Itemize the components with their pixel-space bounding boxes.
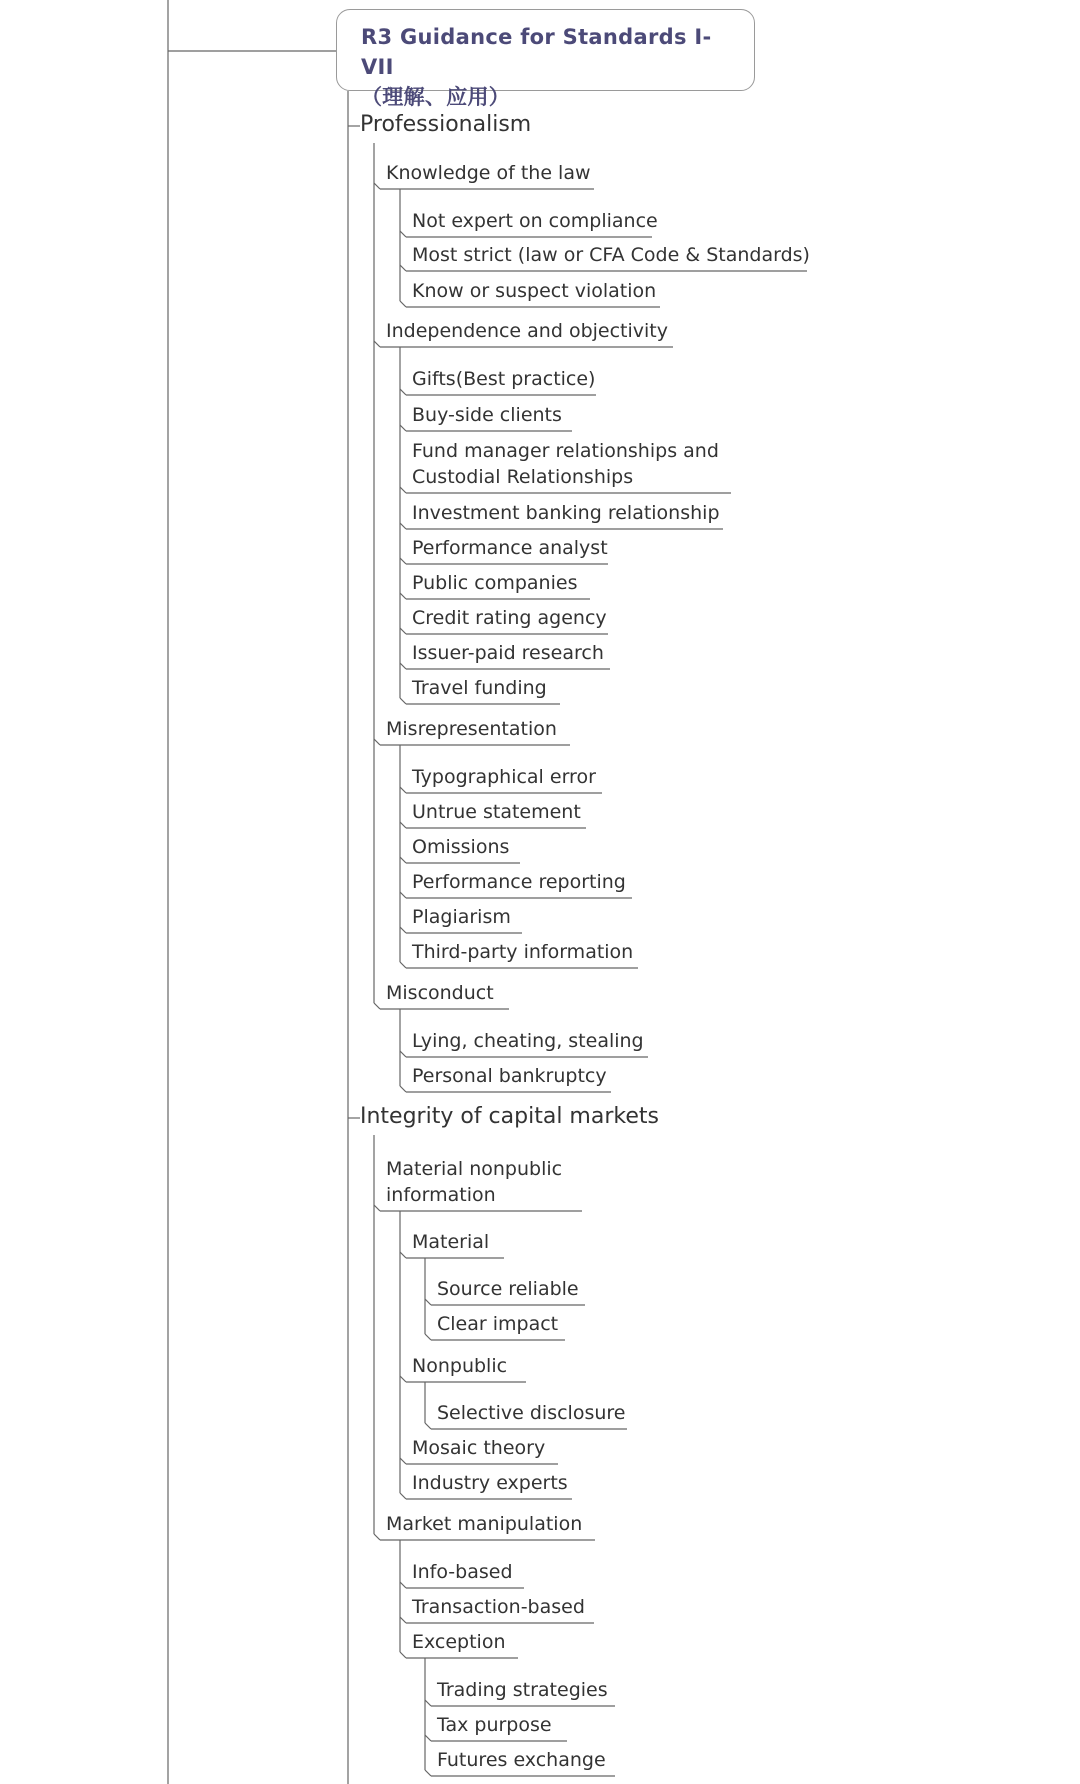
node-issuer-paid-research: Issuer-paid research: [412, 642, 604, 664]
node-industry-experts: Industry experts: [412, 1472, 568, 1494]
branch-curve: [425, 1423, 431, 1429]
branch-curve: [400, 301, 406, 307]
branch-curve: [400, 962, 406, 968]
node-untrue-statement: Untrue statement: [412, 801, 581, 823]
node-third-party-information: Third-party information: [412, 941, 634, 963]
branch-curve: [425, 1299, 431, 1305]
node-independence-and-objectivity: Independence and objectivity: [386, 320, 668, 342]
node-most-strict-law-or-cfa-code-standards: Most strict (law or CFA Code & Standards): [412, 244, 810, 266]
node-public-companies: Public companies: [412, 572, 578, 594]
branch-curve: [400, 927, 406, 933]
branch-curve: [425, 1334, 431, 1340]
node-professionalism: Professionalism: [360, 112, 532, 137]
branch-curve: [400, 628, 406, 634]
branch-curve: [400, 1458, 406, 1464]
branch-curve: [400, 558, 406, 564]
node-performance-reporting: Performance reporting: [412, 871, 626, 893]
node-misrepresentation: Misrepresentation: [386, 718, 557, 740]
branch-curve: [400, 1376, 406, 1382]
node-tax-purpose: Tax purpose: [437, 1714, 552, 1736]
branch-curve: [400, 487, 406, 493]
node-market-manipulation: Market manipulation: [386, 1513, 583, 1535]
node-credit-rating-agency: Credit rating agency: [412, 607, 607, 629]
node-info-based: Info-based: [412, 1561, 513, 1583]
node-transaction-based: Transaction-based: [412, 1596, 585, 1618]
node-knowledge-of-the-law: Knowledge of the law: [386, 162, 591, 184]
node-source-reliable: Source reliable: [437, 1278, 579, 1300]
branch-curve: [374, 739, 380, 745]
branch-curve: [425, 1735, 431, 1741]
branch-curve: [400, 265, 406, 271]
node-misconduct: Misconduct: [386, 982, 494, 1004]
node-material: Material: [412, 1231, 490, 1253]
branch-curve: [400, 787, 406, 793]
branch-curve: [400, 1617, 406, 1623]
branch-curve: [400, 857, 406, 863]
branch-curve: [400, 1051, 406, 1057]
node-typographical-error: Typographical error: [412, 766, 596, 788]
branch-curve: [400, 663, 406, 669]
node-not-expert-on-compliance: Not expert on compliance: [412, 210, 658, 232]
root-title-line2: （理解、应用）: [361, 85, 511, 109]
branch-curve: [400, 231, 406, 237]
node-omissions: Omissions: [412, 836, 510, 858]
branch-curve: [374, 183, 380, 189]
node-material-nonpublic-information: Material nonpublic information: [386, 1158, 563, 1206]
branch-curve: [400, 425, 406, 431]
node-trading-strategies: Trading strategies: [437, 1679, 608, 1701]
node-fund-manager-relationships-and-custodial-relationships: Fund manager relationships and Custodial Relationships: [412, 440, 719, 488]
branch-curve: [374, 1534, 380, 1540]
branch-curve: [374, 341, 380, 347]
node-selective-disclosure: Selective disclosure: [437, 1402, 626, 1424]
branch-curve: [400, 892, 406, 898]
root-node-title: [361, 22, 741, 112]
node-plagiarism: Plagiarism: [412, 906, 511, 928]
branch-curve: [425, 1770, 431, 1776]
branch-curve: [374, 1205, 380, 1211]
branch-curve: [400, 822, 406, 828]
branch-curve: [400, 523, 406, 529]
branch-curve: [425, 1700, 431, 1706]
branch-curve: [400, 1582, 406, 1588]
node-exception: Exception: [412, 1631, 506, 1653]
node-clear-impact: Clear impact: [437, 1313, 559, 1335]
branch-curve: [400, 1252, 406, 1258]
node-nonpublic: Nonpublic: [412, 1355, 508, 1377]
node-know-or-suspect-violation: Know or suspect violation: [412, 280, 657, 302]
branch-curve: [400, 1086, 406, 1092]
branch-curve: [400, 389, 406, 395]
branch-curve: [400, 1652, 406, 1658]
node-futures-exchange: Futures exchange: [437, 1749, 606, 1771]
branch-curve: [400, 698, 406, 704]
node-lying-cheating-stealing: Lying, cheating, stealing: [412, 1030, 644, 1052]
node-mosaic-theory: Mosaic theory: [412, 1437, 546, 1459]
branch-curve: [400, 593, 406, 599]
node-personal-bankruptcy: Personal bankruptcy: [412, 1065, 607, 1087]
node-performance-analyst: Performance analyst: [412, 537, 608, 559]
node-travel-funding: Travel funding: [412, 677, 547, 699]
branch-curve: [374, 1003, 380, 1009]
node-gifts-best-practice: Gifts(Best practice): [412, 368, 596, 390]
branch-curve: [400, 1493, 406, 1499]
node-investment-banking-relationship: Investment banking relationship: [412, 502, 720, 524]
node-buy-side-clients: Buy-side clients: [412, 404, 562, 426]
root-title-line1: R3 Guidance for Standards I-VII: [361, 25, 712, 79]
node-integrity-of-capital-markets: Integrity of capital markets: [360, 1104, 659, 1129]
